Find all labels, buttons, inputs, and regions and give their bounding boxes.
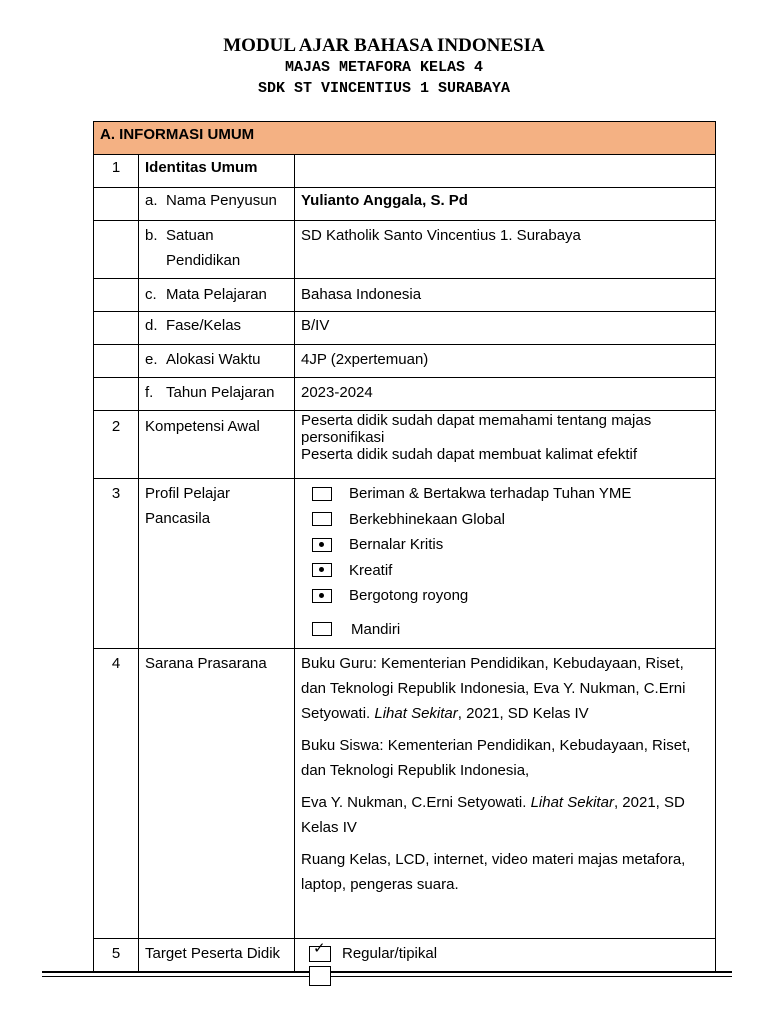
- buku-siswa-text: Buku Siswa: Kementerian Pendidikan, Kebudayaan, Riset, dan Teknologi Republik Indonesia,: [301, 737, 691, 779]
- table-row: [94, 312, 716, 345]
- identitas-umum-value: [295, 155, 716, 188]
- ruang-kelas-text: Ruang Kelas, LCD, internet, video materi majas metafora, laptop, pengeras suara.: [301, 851, 686, 893]
- section-header-row: [94, 122, 716, 155]
- checkmark-icon: ✓: [313, 939, 326, 957]
- alokasi-waktu-label: e. Alokasi Waktu: [139, 345, 295, 378]
- tahun-pelajaran-value: 2023-2024: [295, 378, 716, 411]
- profil-checkbox-checked[interactable]: [312, 589, 332, 603]
- table-row: [94, 479, 716, 649]
- document-title: MODUL AJAR BAHASA INDONESIA: [223, 35, 545, 56]
- sarana-prasarana-label: Sarana Prasarana: [139, 649, 295, 939]
- profil-checkbox-checked[interactable]: [312, 538, 332, 552]
- table-row: [94, 411, 716, 479]
- profil-option: Bergotong royong: [301, 583, 709, 609]
- row-number: 5: [94, 939, 139, 972]
- tahun-pelajaran-label: f. Tahun Pelajaran: [139, 378, 295, 411]
- row-number: 1: [94, 155, 139, 188]
- table-row: [94, 279, 716, 312]
- table-row: [94, 649, 716, 939]
- profil-checkbox[interactable]: [312, 512, 332, 526]
- profil-option: Bernalar Kritis: [301, 532, 709, 558]
- satuan-pendidikan-label: b. Satuan Pendidikan: [139, 221, 295, 279]
- checked-dot-icon: [319, 593, 324, 598]
- profil-option: Beriman & Bertakwa terhadap Tuhan YME: [301, 481, 709, 507]
- target-peserta-label: Target Peserta Didik: [139, 939, 295, 972]
- kompetensi-awal-value: Peserta didik sudah dapat memahami tentang majas personifikasi Peserta didik sudah dapat membuat kalimat efektif: [295, 411, 716, 479]
- kompetensi-awal-label: Kompetensi Awal: [139, 411, 295, 479]
- profil-pelajar-options: [295, 479, 716, 649]
- row-number: 3: [94, 479, 139, 649]
- buku-siswa-authors: Eva Y. Nukman, C.Erni Setyowati. Lihat Sekitar, 2021, SD Kelas IV: [301, 794, 685, 836]
- fase-kelas-label: d. Fase/Kelas: [139, 312, 295, 345]
- buku-guru-text: Buku Guru: Kementerian Pendidikan, Kebudayaan, Riset, dan Teknologi Republik Indonesia, Eva Y. Nukman, C.Erni Setyowati. Lihat Sekitar, 2021, SD Kelas IV: [301, 655, 686, 722]
- nama-penyusun-label: a. Nama Penyusun: [139, 188, 295, 221]
- table-row: [94, 345, 716, 378]
- section-title: A. INFORMASI UMUM: [94, 122, 716, 155]
- row-number: 2: [94, 411, 139, 479]
- overflow-checkbox[interactable]: [309, 966, 331, 986]
- table-row: [94, 221, 716, 279]
- alokasi-waktu-value: 4JP (2xpertemuan): [295, 345, 716, 378]
- identitas-umum-label: Identitas Umum: [139, 155, 295, 188]
- profil-checkbox[interactable]: [312, 622, 332, 636]
- target-checkbox-checked[interactable]: [309, 939, 331, 962]
- checked-dot-icon: [319, 567, 324, 572]
- table-row: [94, 939, 716, 972]
- profil-checkbox-checked[interactable]: [312, 563, 332, 577]
- fase-kelas-value: B/IV: [295, 312, 716, 345]
- table-row: [94, 188, 716, 221]
- profil-option: Mandiri: [301, 617, 709, 643]
- target-peserta-value: ✓ Regular/tipikal: [295, 939, 716, 972]
- table-row: [94, 378, 716, 411]
- row-number: 4: [94, 649, 139, 939]
- footer-rule-thick: [42, 971, 732, 973]
- profil-option: Kreatif: [301, 558, 709, 584]
- document-subtitle-topic: MAJAS METAFORA KELAS 4: [284, 59, 484, 76]
- checked-dot-icon: [319, 542, 324, 547]
- nama-penyusun-value: Yulianto Anggala, S. Pd: [295, 188, 716, 221]
- profil-pelajar-label: Profil Pelajar Pancasila: [139, 479, 295, 649]
- profil-checkbox[interactable]: [312, 487, 332, 501]
- profil-option: Berkebhinekaan Global: [301, 507, 709, 533]
- footer-rule-thin: [42, 976, 732, 977]
- sarana-prasarana-value: [295, 649, 716, 939]
- mata-pelajaran-label: c. Mata Pelajaran: [139, 279, 295, 312]
- satuan-pendidikan-value: SD Katholik Santo Vincentius 1. Surabaya: [295, 221, 716, 279]
- mata-pelajaran-value: Bahasa Indonesia: [295, 279, 716, 312]
- document-subtitle-school: SDK ST VINCENTIUS 1 SURABAYA: [257, 80, 511, 97]
- informasi-umum-table: [93, 121, 716, 972]
- table-row: [94, 155, 716, 188]
